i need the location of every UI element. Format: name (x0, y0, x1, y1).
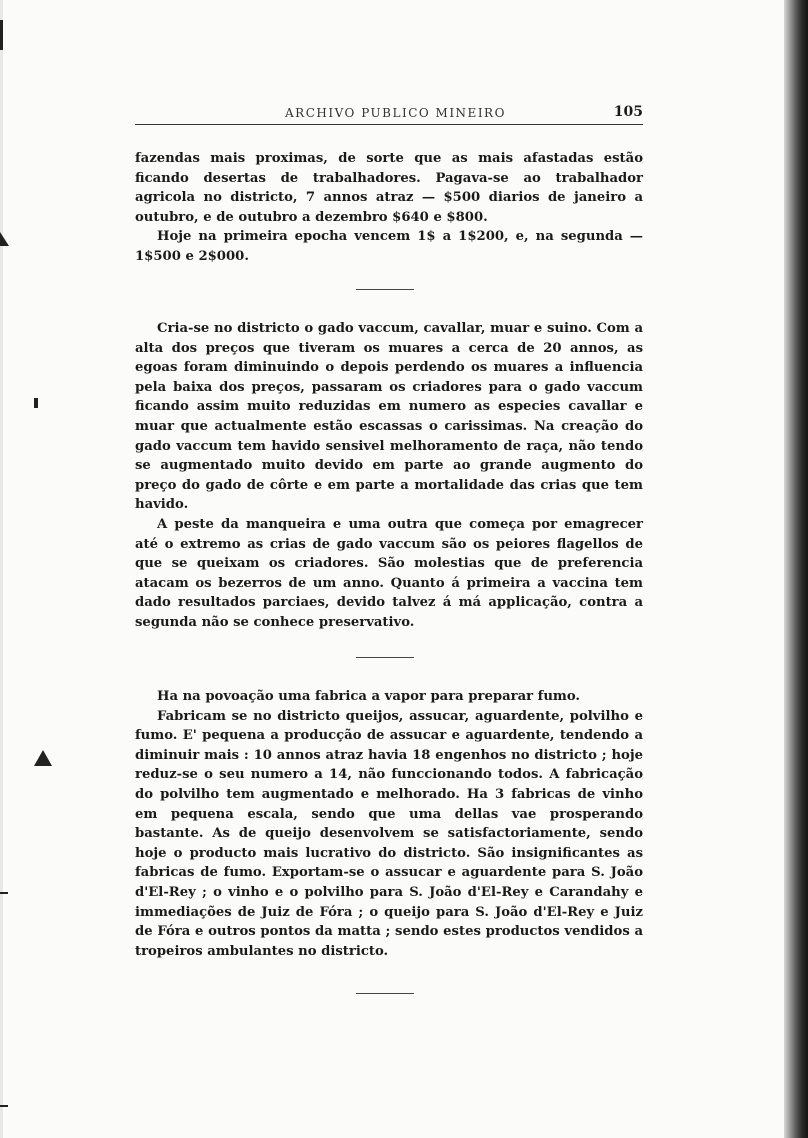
section-labor (135, 149, 643, 267)
paragraph: A peste da manqueira e uma outra que começa por emagrecer até o extremo as crias de gado vaccum são os peiores flagellos de que se queixam os criadores. São molestias que de preferencia atacam os bezerros de um anno. Quanto á primeira a vaccina tem dado resultados parciaes, devido talvez á má applicação, contra a segunda não se conhece preservativo. (135, 516, 643, 630)
section-divider (356, 993, 414, 994)
section-livestock (135, 319, 643, 633)
scan-mark (34, 398, 38, 408)
section-divider (356, 289, 414, 290)
running-header (135, 104, 643, 125)
scan-mark (34, 750, 52, 766)
book-spine-shadow (784, 0, 808, 1138)
scan-mark (0, 892, 8, 894)
paragraph: Fabricam se no districto queijos, assucar, aguardente, polvilho e fumo. E' pequena a producção de assucar e aguardente, tendendo a diminuir mais : 10 annos atraz havia 18 engenhos no districto ; hoje reduz-se o seu numero a 14, não funccionando todos. A fabricação do polvilho tem augmentado e melhorado. Ha 3 fabricas de vinho em pequena escala, sendo que uma dellas vae prosperando bastante. As de queijo desenvolvem se satisfactoriamente, sendo hoje o producto mais lucrativo do districto. São insignificantes as fabricas de fumo. Exportam-se o assucar e aguardente para S. João d'El-Rey ; o vinho e o polvilho para S. João d'El-Rey e Carandahy e immediações de Juiz de Fóra ; o queijo para S. João d'El-Rey e Juiz de Fóra e outros pontos da matta ; sendo estes productos vendidos a tropeiros ambulantes no districto. (135, 708, 643, 959)
running-title: ARCHIVO PUBLICO MINEIRO (285, 106, 506, 120)
scan-mark (0, 232, 9, 246)
scan-mark (0, 1105, 8, 1107)
paragraph: Hoje na primeira epocha vencem 1$ a 1$200, e, na segunda — 1$500 e 2$000. (135, 229, 643, 264)
page-number: 105 (613, 104, 643, 120)
paragraph: fazendas mais proximas, de sorte que as mais afastadas estão ficando desertas de trabalhadores. Pagava-se ao trabalhador agricola no districto, 7 annos atraz — $500 diarios de janeiro a outubro, e de outubro a dezembro $640 e $800. (135, 151, 643, 225)
scan-mark (0, 20, 3, 50)
page-left-edge (0, 0, 3, 1138)
section-industry (135, 687, 643, 961)
paragraph: Cria-se no districto o gado vaccum, cavallar, muar e suino. Com a alta dos preços que tiveram os muares a cerca de 20 annos, as egoas foram diminuindo o depois perdendo os muares a influencia pela baixa dos preços, passaram os criadores para o gado vaccum ficando assim muito reduzidas em numero as especies cavallar e muar que actualmente estão escassas o carissimas. Na creação do gado vaccum tem havido sensivel melhoramento de raça, não tendo se augmentado muito devido em parte ao grande augmento do preço do gado de côrte e em parte a mortalidade das crias que tem havido. (135, 321, 643, 513)
paragraph: Ha na povoação uma fabrica a vapor para preparar fumo. (157, 689, 581, 704)
section-divider (356, 657, 414, 658)
